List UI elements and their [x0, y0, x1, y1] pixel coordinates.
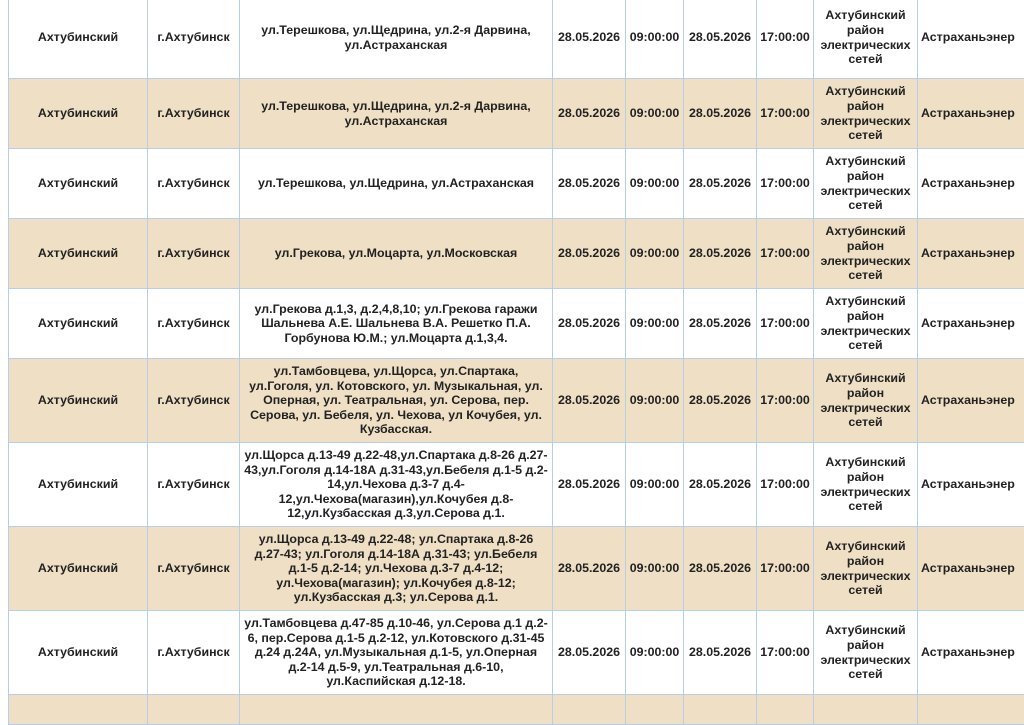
district-cell: Ахтубинский: [9, 527, 148, 611]
address-cell: ул.Тамбовцева, ул.Щорса, ул.Спартака, ул.Гоголя, ул. Котовского, ул. Музыкальная, ул. Оперная, ул. Театральная, ул. Серова, пер. Серова, ул. Бебеля, ул. Чехова, ул Кочубея, ул. Кузбасская.: [240, 359, 553, 443]
subdivision-cell: Ахтубинский район электрических сетей: [814, 0, 918, 79]
date-start-cell: 28.05.2026: [553, 359, 626, 443]
company-cell: Астраханьэнер: [918, 0, 1024, 79]
time-start-cell: 09:00:00: [626, 443, 684, 527]
table-row: [9, 527, 1024, 611]
time-end-cell: 17:00:00: [757, 527, 814, 611]
table-row: [9, 359, 1024, 443]
date-end-cell: 28.05.2026: [684, 149, 757, 219]
date-start-cell: 28.05.2026: [553, 289, 626, 359]
date-start-cell: 28.05.2026: [553, 149, 626, 219]
city-cell: г.Ахтубинск: [148, 359, 240, 443]
city-cell: г.Ахтубинск: [148, 443, 240, 527]
table-row: [9, 695, 1024, 725]
city-cell: г.Ахтубинск: [148, 0, 240, 79]
date-start-cell: 28.05.2026: [553, 527, 626, 611]
date-start-cell: 28.05.2026: [553, 0, 626, 79]
subdivision-cell: Ахтубинский район электрических сетей: [814, 289, 918, 359]
time-end-cell: 17:00:00: [757, 289, 814, 359]
district-cell: Ахтубинский: [9, 79, 148, 149]
time-start-cell: 09:00:00: [626, 289, 684, 359]
time-end-cell: 17:00:00: [757, 443, 814, 527]
table-row: [9, 0, 1024, 79]
company-cell: Астраханьэнер: [918, 443, 1024, 527]
city-cell: г.Ахтубинск: [148, 527, 240, 611]
subdivision-cell: Ахтубинский район электрических сетей: [814, 443, 918, 527]
subdivision-cell: Ахтубинский район электрических сетей: [814, 149, 918, 219]
subdivision-cell: Ахтубинский район электрических сетей: [814, 359, 918, 443]
time-end-cell: 17:00:00: [757, 0, 814, 79]
time-end-cell: 17:00:00: [757, 611, 814, 695]
date-end-cell: 28.05.2026: [684, 0, 757, 79]
address-cell: ул.Терешкова, ул.Щедрина, ул.Астраханская: [240, 149, 553, 219]
address-cell: ул.Грекова, ул.Моцарта, ул.Московская: [240, 219, 553, 289]
address-cell: ул.Терешкова, ул.Щедрина, ул.2-я Дарвина, ул.Астраханская: [240, 79, 553, 149]
district-cell: Ахтубинский: [9, 149, 148, 219]
address-cell: ул.Щорса д.13-49 д.22-48,ул.Спартака д.8-26 д.27-43,ул.Гоголя д.14-18А д.31-43,ул.Бебеля д.1-5 д.2-14,ул.Чехова д.3-7 д.4-12,ул.Чехова(магазин),ул.Кочубея д.8-12,ул.Кузбасская д.3,ул.Серова д.1.: [240, 443, 553, 527]
time-start-cell: 09:00:00: [626, 79, 684, 149]
subdivision-cell: Ахтубинский район электрических сетей: [814, 527, 918, 611]
subdivision-cell: Ахтубинский район электрических сетей: [814, 611, 918, 695]
address-cell: ул.Терешкова, ул.Щедрина, ул.2-я Дарвина, ул.Астраханская: [240, 0, 553, 79]
time-start-cell: 09:00:00: [626, 359, 684, 443]
address-cell: ул.Щорса д.13-49 д.22-48; ул.Спартака д.8-26 д.27-43; ул.Гоголя д.14-18А д.31-43; ул.Бебеля д.1-5 д.2-14; ул.Чехова д.3-7 д.4-12; ул.Чехова(магазин); ул.Кочубея д.8-12; ул.Кузбасская д.3; ул.Серова д.1.: [240, 527, 553, 611]
address-cell: ул.Тамбовцева д.47-85 д.10-46, ул.Серова д.1 д.2-6, пер.Серова д.1-5 д.2-12, ул.Котовского д.31-45 д.24 д.24А, ул.Музыкальная д.1-5, ул.Оперная д.2-14 д.5-9, ул.Театральная д.6-10, ул.Каспийская д.12-18.: [240, 611, 553, 695]
date-end-cell: 28.05.2026: [684, 443, 757, 527]
time-start-cell: 09:00:00: [626, 527, 684, 611]
date-end-cell: 28.05.2026: [684, 359, 757, 443]
date-start-cell: 28.05.2026: [553, 219, 626, 289]
city-cell: г.Ахтубинск: [148, 149, 240, 219]
date-start-cell: 28.05.2026: [553, 79, 626, 149]
time-end-cell: 17:00:00: [757, 359, 814, 443]
table-row: [9, 79, 1024, 149]
company-cell: Астраханьэнер: [918, 289, 1024, 359]
outage-table: [8, 0, 1024, 725]
time-start-cell: 09:00:00: [626, 149, 684, 219]
date-end-cell: 28.05.2026: [684, 289, 757, 359]
company-cell: Астраханьэнер: [918, 611, 1024, 695]
company-cell: Астраханьэнер: [918, 219, 1024, 289]
time-end-cell: 17:00:00: [757, 219, 814, 289]
company-cell: Астраханьэнер: [918, 359, 1024, 443]
date-start-cell: 28.05.2026: [553, 443, 626, 527]
time-start-cell: 09:00:00: [626, 0, 684, 79]
date-start-cell: 28.05.2026: [553, 611, 626, 695]
date-end-cell: 28.05.2026: [684, 79, 757, 149]
time-start-cell: 09:00:00: [626, 611, 684, 695]
table-row: [9, 149, 1024, 219]
address-cell: ул.Грекова д.1,3, д.2,4,8,10; ул.Грекова гаражи Шальнева А.Е. Шальнева В.А. Решетко П.А. Горбунова Ю.М.; ул.Моцарта д.1,3,4.: [240, 289, 553, 359]
district-cell: Ахтубинский: [9, 611, 148, 695]
district-cell: Ахтубинский: [9, 219, 148, 289]
table-row: [9, 611, 1024, 695]
company-cell: Астраханьэнер: [918, 527, 1024, 611]
date-end-cell: 28.05.2026: [684, 527, 757, 611]
district-cell: Ахтубинский: [9, 289, 148, 359]
date-end-cell: 28.05.2026: [684, 611, 757, 695]
subdivision-cell: Ахтубинский район электрических сетей: [814, 79, 918, 149]
time-start-cell: 09:00:00: [626, 219, 684, 289]
city-cell: г.Ахтубинск: [148, 289, 240, 359]
city-cell: г.Ахтубинск: [148, 219, 240, 289]
outage-table-body: [9, 0, 1024, 725]
table-row: [9, 219, 1024, 289]
company-cell: Астраханьэнер: [918, 149, 1024, 219]
date-end-cell: 28.05.2026: [684, 219, 757, 289]
subdivision-cell: Ахтубинский район электрических сетей: [814, 219, 918, 289]
time-end-cell: 17:00:00: [757, 149, 814, 219]
city-cell: г.Ахтубинск: [148, 79, 240, 149]
table-row: [9, 289, 1024, 359]
district-cell: Ахтубинский: [9, 443, 148, 527]
district-cell: Ахтубинский: [9, 359, 148, 443]
table-row: [9, 443, 1024, 527]
company-cell: Астраханьэнер: [918, 79, 1024, 149]
time-end-cell: 17:00:00: [757, 79, 814, 149]
district-cell: Ахтубинский: [9, 0, 148, 79]
city-cell: г.Ахтубинск: [148, 611, 240, 695]
